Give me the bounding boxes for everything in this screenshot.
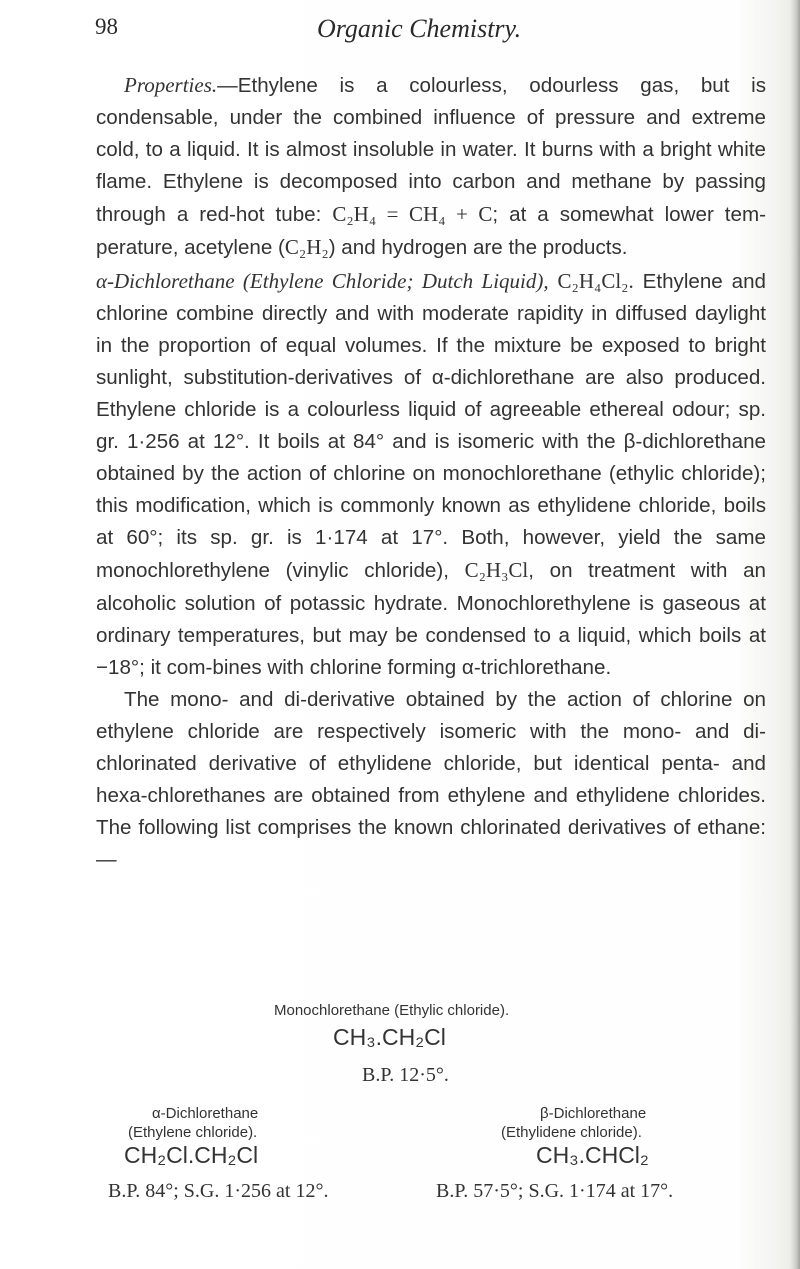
beta-props: B.P. 57·5°; S.G. 1·174 at 17°. xyxy=(436,1180,674,1202)
mono-caption: Monochlorethane (Ethylic chloride). xyxy=(274,1002,510,1019)
paragraph-properties xyxy=(96,69,766,265)
page-edge-shadow xyxy=(790,0,800,1269)
running-title: Organic Chemistry. xyxy=(317,14,522,43)
mono-formula: CH₃.CH₂Cl xyxy=(333,1024,446,1050)
alpha-props: B.P. 84°; S.G. 1·256 at 12°. xyxy=(108,1180,329,1202)
alpha-caption-1: α-Dichlorethane xyxy=(152,1105,259,1122)
dichlorethane-heading: α-Dichlorethane (Ethylene Chloride; Dutch Liquid), xyxy=(96,268,549,293)
acetylene-formula: C₂H₂ xyxy=(284,235,329,260)
beta-formula: CH₃.CHCl₂ xyxy=(536,1142,649,1168)
alpha-caption-2: (Ethylene chloride). xyxy=(128,1124,258,1141)
decomposition-equation: C₂H₄ = CH₄ + C xyxy=(332,202,493,227)
vinyl-chloride-formula: C₂H₃Cl xyxy=(464,558,529,583)
properties-lead: Properties. xyxy=(124,73,218,97)
properties-text-c: ) and hydrogen are the products. xyxy=(328,236,628,260)
dichlorethane-text-b: , on treatment with an alcoholic solution of potassic hydrate. Monochlorethylene is gaseous at ordinary temperatures, but may be condensed to a liquid, which boils at −18°; it com-bines with chlorine forming α-trichlorethane. xyxy=(96,559,766,679)
derivatives-text: The mono- and di-derivative obtained by the action of chlorine on ethylene chloride are respectively isomeric with the mono- and di-chlorinated derivative of ethylidene chloride, but identical penta- and hexa-chlorethanes are obtained from ethylene and ethylidene chlorides. The following list comprises the known chlorinated derivatives of ethane:— xyxy=(96,687,766,872)
properties-text-b: ; at a somewhat lower tem-perature, acetylene ( xyxy=(96,203,766,260)
page-header xyxy=(95,14,755,50)
paragraph-derivatives xyxy=(96,684,766,877)
dichlorethane-formula: C₂H₄Cl₂. xyxy=(557,268,634,293)
mono-props: B.P. 12·5°. xyxy=(362,1064,449,1086)
dichlorethane-text-a: Ethylene and chlorine combine directly and with moderate rapidity in diffused daylight in the proportion of equal volumes. If the mixture be exposed to bright sunlight, substitution-derivatives of α-dichlorethane are also produced. Ethylene chloride is a colourless liquid of agreeable ethereal odour; sp. gr. 1·256 at 12°. It boils at 84° and is isomeric with the β-dichlorethane obtained by the action of chlorine on monochlorethane (ethylic chloride); this modification, which is commonly known as ethylidene chloride, boils at 60°; its sp. gr. is 1·174 at 17°. Both, however, yield the same monochlorethylene (vinylic chloride), xyxy=(96,269,766,583)
page-number: 98 xyxy=(95,14,118,39)
beta-caption-1: β-Dichlorethane xyxy=(540,1105,647,1122)
chlorinated-derivatives-table xyxy=(96,1000,766,1220)
body-text xyxy=(96,69,766,876)
properties-text-a: —Ethylene is a colourless, odourless gas, but is condensable, under the combined influence of pressure and extreme cold, to a liquid. It is almost insoluble in water. It burns with a bright white flame. Ethylene is decomposed into carbon and methane by passing through a red-hot tube: xyxy=(96,74,766,227)
beta-caption-2: (Ethylidene chloride). xyxy=(501,1124,642,1141)
alpha-formula: CH₂Cl.CH₂Cl xyxy=(124,1142,259,1168)
paragraph-dichlorethane xyxy=(96,265,766,684)
